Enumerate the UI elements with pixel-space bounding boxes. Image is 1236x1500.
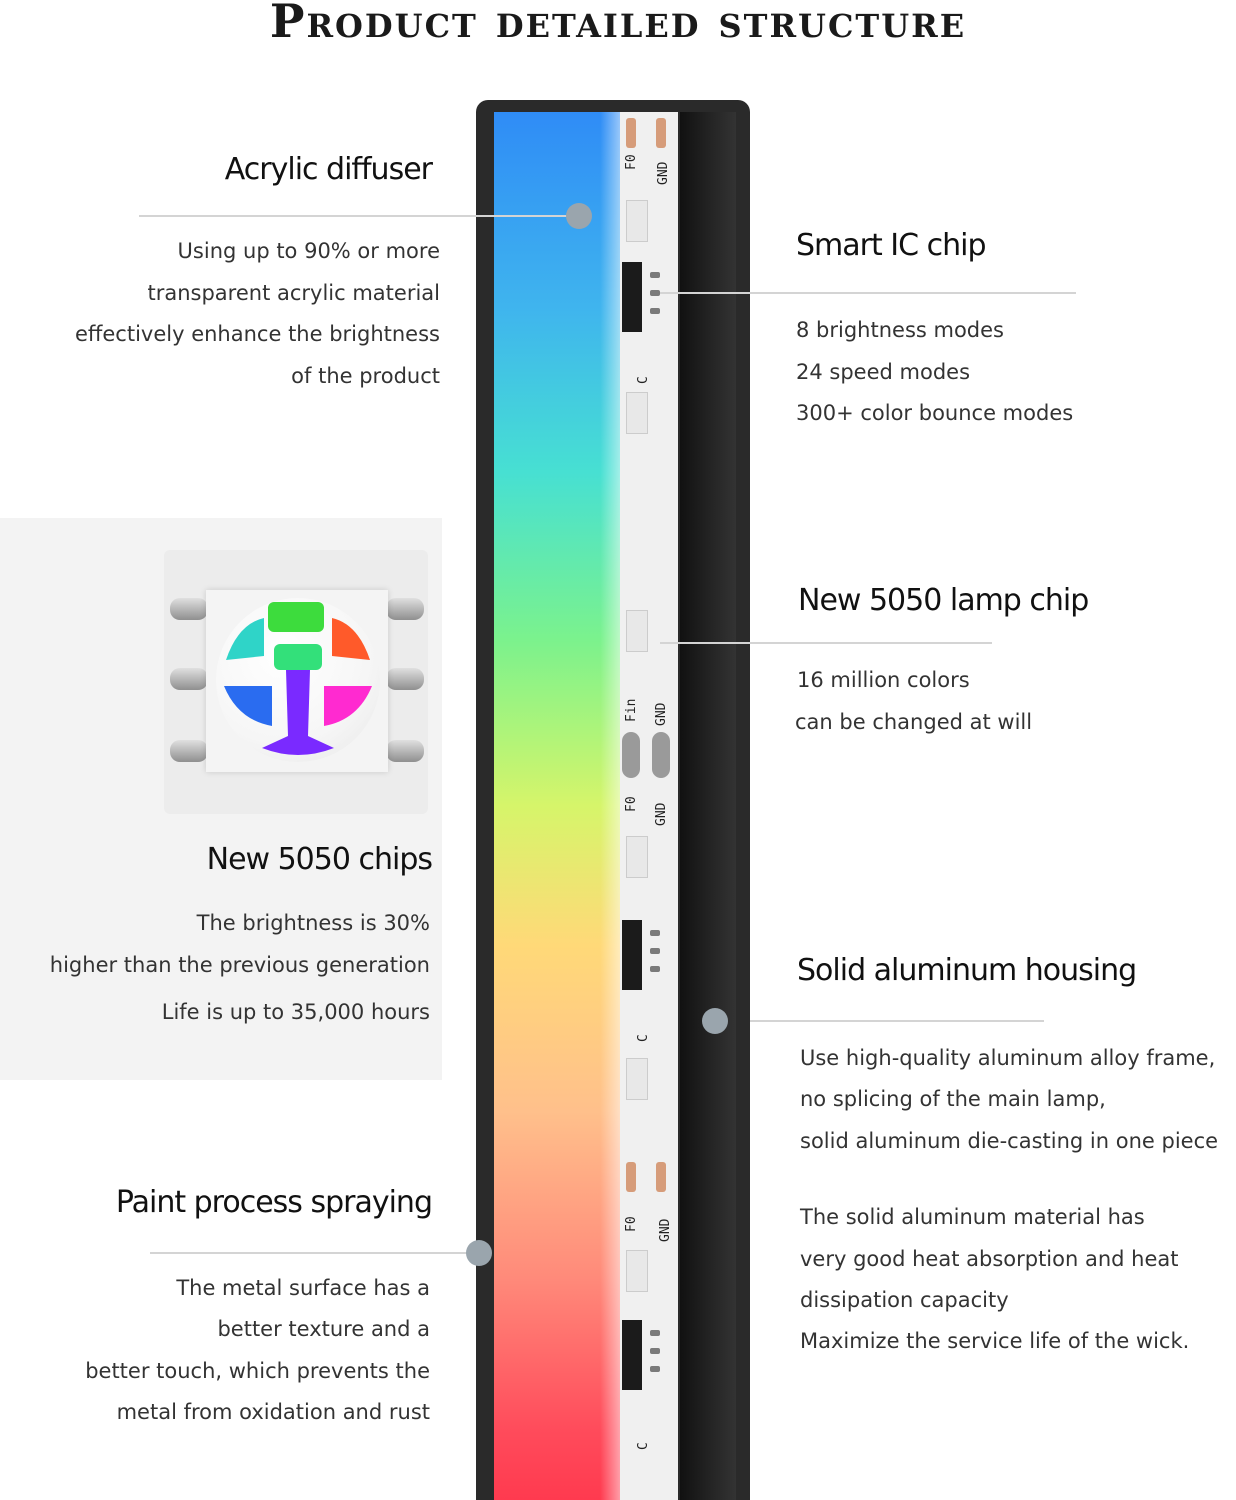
led-chip	[626, 1058, 648, 1100]
lamp-chip-line: 16 million colors	[797, 668, 970, 692]
chips-5050-line: Life is up to 35,000 hours	[161, 1000, 430, 1024]
paint-line: better texture and a	[217, 1317, 430, 1341]
solder-joint	[622, 732, 640, 778]
housing-shadow	[680, 112, 736, 1500]
ic-chip	[622, 262, 642, 332]
lamp-chip-line: can be changed at will	[795, 710, 1033, 734]
ic-chip	[622, 920, 642, 990]
aluminum-line: solid aluminum die-casting in one piece	[800, 1129, 1219, 1153]
ic-pin	[650, 308, 660, 314]
ic-pin	[650, 1330, 660, 1336]
ic-pin	[650, 966, 660, 972]
chip-pin	[386, 668, 424, 690]
rgb-led-die-icon	[216, 598, 380, 762]
pcb-label: Fin	[624, 698, 639, 722]
pcb-label: F0	[624, 1216, 639, 1232]
aluminum-heading: Solid aluminum housing	[797, 953, 1137, 988]
aluminum-line: Use high-quality aluminum alloy frame,	[800, 1046, 1216, 1070]
paint-heading: Paint process spraying	[115, 1185, 432, 1220]
rgb-diffuser-illustration	[494, 112, 622, 1500]
paint-marker-dot	[466, 1240, 492, 1266]
copper-pad	[656, 118, 666, 148]
chip-pin	[170, 598, 208, 620]
aluminum-leader-line	[750, 1020, 1044, 1022]
led-chip	[626, 200, 648, 242]
acrylic-line: effectively enhance the brightness	[75, 322, 440, 346]
paint-line: The metal surface has a	[176, 1276, 430, 1300]
page-title: Product detailed structure	[269, 0, 967, 48]
aluminum-marker-dot	[702, 1008, 728, 1034]
pcb-label: GND	[654, 702, 669, 726]
ic-pin	[650, 948, 660, 954]
chip-pin	[170, 668, 208, 690]
pcb-label: F0	[624, 154, 639, 170]
ic-pin	[650, 1348, 660, 1354]
led-chip	[626, 392, 648, 434]
aluminum-line: The solid aluminum material has	[800, 1205, 1145, 1229]
copper-pad	[626, 118, 636, 148]
ic-pin	[650, 272, 660, 278]
lamp-chip-heading: New 5050 lamp chip	[798, 583, 1089, 618]
copper-pad	[626, 1162, 636, 1192]
acrylic-line: transparent acrylic material	[147, 281, 440, 305]
chip-pin	[386, 740, 424, 762]
led-chip	[626, 610, 648, 652]
acrylic-line: of the product	[291, 364, 440, 388]
acrylic-leader-line	[139, 215, 579, 217]
smart-ic-heading: Smart IC chip	[796, 228, 986, 263]
pcb-label: GND	[658, 1218, 673, 1242]
chip-pin	[170, 740, 208, 762]
smart-ic-line: 24 speed modes	[796, 360, 971, 384]
smart-ic-line: 300+ color bounce modes	[796, 401, 1074, 425]
ic-pin	[650, 290, 660, 296]
led-chip	[626, 1250, 648, 1292]
copper-pad	[656, 1162, 666, 1192]
paint-line: better touch, which prevents the	[85, 1359, 430, 1383]
acrylic-line: Using up to 90% or more	[177, 239, 440, 263]
pcb-label: C	[636, 1442, 651, 1450]
aluminum-line: no splicing of the main lamp,	[800, 1087, 1106, 1111]
aluminum-line: very good heat absorption and heat	[800, 1247, 1179, 1271]
ic-pin	[650, 1366, 660, 1372]
led-chip	[626, 836, 648, 878]
solder-joint	[652, 732, 670, 778]
ic-chip	[622, 1320, 642, 1390]
chips-5050-line: The brightness is 30%	[196, 911, 430, 935]
paint-line: metal from oxidation and rust	[116, 1400, 430, 1424]
lamp-chip-leader-line	[660, 642, 992, 644]
pcb-label: C	[636, 376, 651, 384]
pcb-label: F0	[624, 796, 639, 812]
chips-5050-heading: New 5050 chips	[206, 842, 432, 877]
ic-pin	[650, 930, 660, 936]
pcb-label: C	[636, 1034, 651, 1042]
chip-pin	[386, 598, 424, 620]
paint-leader-line	[150, 1252, 480, 1254]
chips-5050-line: higher than the previous generation	[49, 953, 430, 977]
aluminum-line: Maximize the service life of the wick.	[800, 1329, 1190, 1353]
smart-ic-line: 8 brightness modes	[796, 318, 1004, 342]
smart-ic-leader-line	[660, 292, 1076, 294]
aluminum-line: dissipation capacity	[800, 1288, 1009, 1312]
pcb-label: GND	[656, 161, 671, 185]
acrylic-heading: Acrylic diffuser	[224, 152, 432, 187]
pcb-label: GND	[654, 802, 669, 826]
acrylic-marker-dot	[566, 203, 592, 229]
